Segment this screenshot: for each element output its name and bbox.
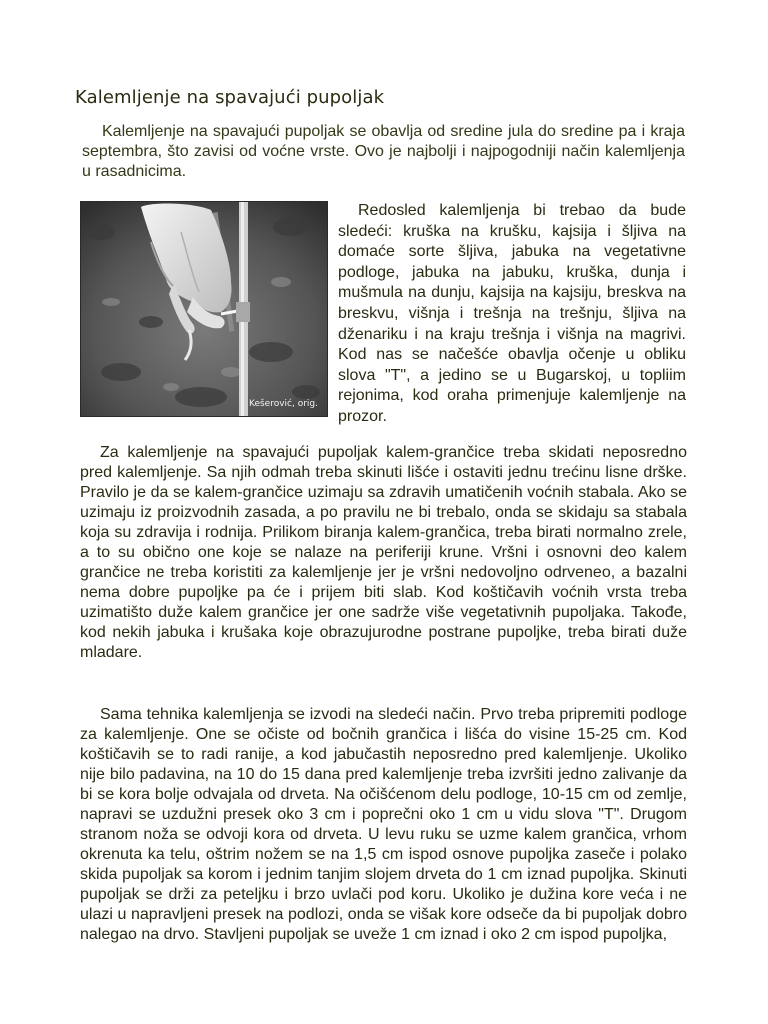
order-paragraph: Redosled kalemljenja bi trebao da bude sledeći: kruška na krušku, kajsija i šljiva na domaće sorte šljiva, jabuka na vegetativne podloge, jabuka na jabuku, kruška, dunja i mušmula na dunju, kajsija na kajsiju, breskva na breskvu, višnja i trešnja na trešnju, šljiva na dženariku i na kraju trešnja i višnja na magrivi. Kod nas se načešće obavlja očenje u obliku slova "T", a jedino se u Bugarskoj, u topliim rejonima, kod oraha primenjuje kalemljenje na prozor. [338, 202, 686, 425]
scion-paragraph: Za kalemljenje na spavajući pupoljak kalem-grančice treba skidati neposredno pred kalemljenje. Sa njih odmah treba skinuti lišće i ostaviti jednu trećinu lisne drške. Pravilo je da se kalem-grančice uzimaju sa zdravih umatičenih voćnih stabala. Ako se uzimaju iz proizvodnih zasada, a po pravilu ne bi trebalo, onda se skidaju sa stabala koja su zdravija i rodnija. Prilikom biranja kalem-grančica, treba birati normalno zrele, a to su obično one koje se nalaze na periferiji krune. Vršni i osnovni deo kalem grančice ne treba koristiti za kalemljenje jer je vršni nedovoljno odrveneo, a bazalni nema dobre pupoljke pa će i prijem biti slab. Kod koštičavih voćnih vrsta treba uzimatišto duže kalem grančice jer one sadrže više vegetativnih pupoljaka. Takođe, kod nekih jabuka i krušaka koje obrazujurodne postrane pupoljke, treba birati duže mladare. [80, 444, 687, 661]
photo-credit: Kešerović, orig. [248, 399, 318, 409]
grafting-photo-image [81, 202, 327, 416]
grafting-photo [80, 201, 328, 417]
page-title: Kalemljenje na spavajući pupoljak [75, 87, 385, 108]
intro-paragraph: Kalemljenje na spavajući pupoljak se obavlja od sredine jula do sredine pa i kraja septembra, što zavisi od voćne vrste. Ovo je najbolji i najpogodniji način kalemljenja u rasadnicima. [82, 123, 685, 180]
technique-paragraph: Sama tehnika kalemljenja se izvodi na sledeći način. Prvo treba pripremiti podloge za kalemljenje. One se očiste od bočnih grančica i lišća do visine 15-25 cm. Kod koštičavih se to radi ranije, a kod jabučastih neposredno pred kalemljenje. Ukoliko nije bilo padavina, na 10 do 15 dana pred kalemljenje treba izvršiti jedno zalivanje da bi se kora bolje odvajala od drveta. Na očišćenom delu podloge, 10-15 cm od zemlje, napravi se uzdužni presek oko 3 cm i poprečni oko 1 cm u vidu slova "T". Drugom stranom noža se odvoji kora od drveta. U levu ruku se uzme kalem grančica, vrhom okrenuta ka telu, oštrim nožem se na 1,5 cm ispod osnove pupoljka zaseče i polako skida pupoljak sa korom i jednim tanjim slojem drveta do 1 cm iznad pupoljka. Skinuti pupoljak se drži za peteljku i brzo uvlači pod koru. Ukoliko je dužina kore veća i ne ulazi u napravljeni presek na podlozi, onda se višak kore odseče da bi pupoljak dobro nalegao na drvo. Stavljeni pupoljak se uveže 1 cm iznad i oko 2 cm ispod pupoljka, [80, 706, 687, 943]
